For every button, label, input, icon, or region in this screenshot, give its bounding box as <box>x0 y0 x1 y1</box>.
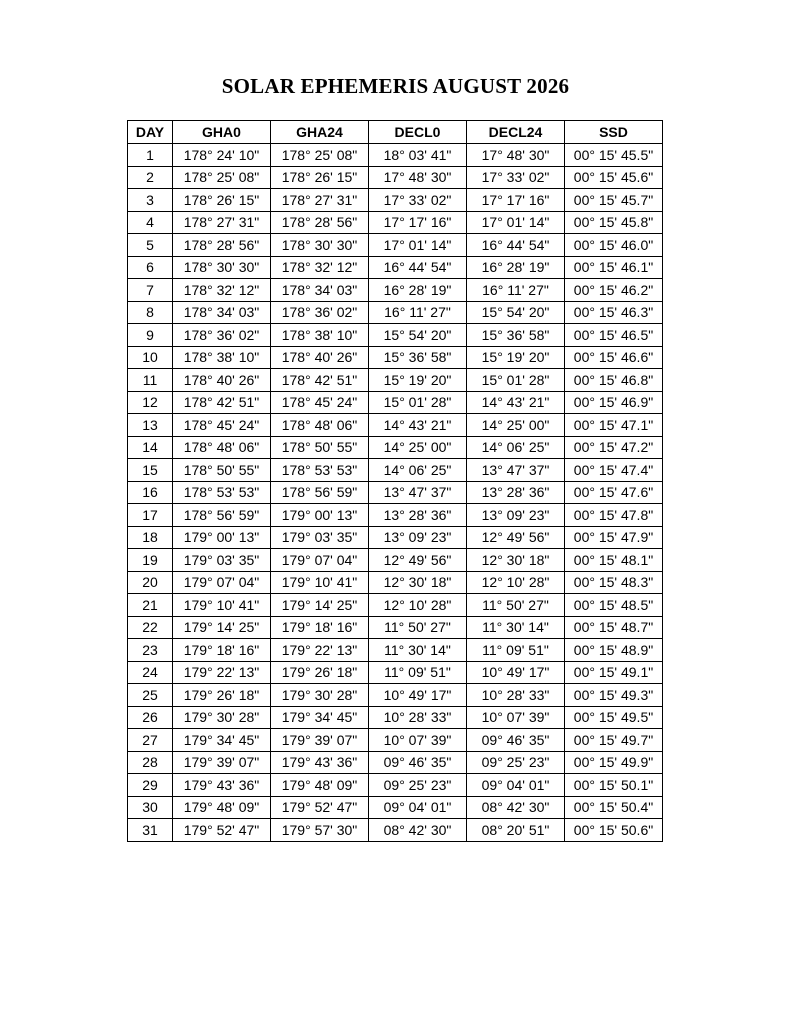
cell-ssd: 00° 15' 45.8" <box>565 211 663 234</box>
cell-day: 9 <box>128 324 173 347</box>
cell-day: 16 <box>128 481 173 504</box>
cell-decl0: 14° 43' 21" <box>369 414 467 437</box>
cell-ssd: 00° 15' 47.6" <box>565 481 663 504</box>
column-header-gha0: GHA0 <box>173 121 271 144</box>
cell-decl24: 09° 46' 35" <box>467 729 565 752</box>
cell-decl0: 16° 28' 19" <box>369 279 467 302</box>
cell-decl24: 11° 09' 51" <box>467 639 565 662</box>
cell-gha24: 178° 27' 31" <box>271 189 369 212</box>
table-row <box>128 616 663 639</box>
cell-ssd: 00° 15' 48.5" <box>565 594 663 617</box>
cell-day: 27 <box>128 729 173 752</box>
table-row <box>128 346 663 369</box>
column-header-gha24: GHA24 <box>271 121 369 144</box>
cell-ssd: 00° 15' 49.3" <box>565 684 663 707</box>
cell-decl24: 10° 49' 17" <box>467 661 565 684</box>
cell-ssd: 00° 15' 46.2" <box>565 279 663 302</box>
cell-decl0: 18° 03' 41" <box>369 144 467 167</box>
cell-ssd: 00° 15' 50.1" <box>565 774 663 797</box>
cell-ssd: 00° 15' 46.9" <box>565 391 663 414</box>
cell-gha24: 178° 50' 55" <box>271 436 369 459</box>
cell-gha24: 178° 25' 08" <box>271 144 369 167</box>
cell-decl0: 17° 01' 14" <box>369 234 467 257</box>
cell-decl24: 11° 50' 27" <box>467 594 565 617</box>
cell-ssd: 00° 15' 46.5" <box>565 324 663 347</box>
cell-decl0: 14° 25' 00" <box>369 436 467 459</box>
cell-decl0: 11° 09' 51" <box>369 661 467 684</box>
column-header-day: DAY <box>128 121 173 144</box>
cell-decl0: 11° 50' 27" <box>369 616 467 639</box>
cell-day: 18 <box>128 526 173 549</box>
cell-decl0: 09° 04' 01" <box>369 796 467 819</box>
table-row <box>128 594 663 617</box>
table-row <box>128 774 663 797</box>
cell-gha0: 178° 50' 55" <box>173 459 271 482</box>
cell-decl24: 08° 20' 51" <box>467 819 565 842</box>
cell-decl24: 10° 28' 33" <box>467 684 565 707</box>
cell-decl24: 17° 48' 30" <box>467 144 565 167</box>
cell-ssd: 00° 15' 47.9" <box>565 526 663 549</box>
table-row <box>128 391 663 414</box>
cell-decl24: 14° 06' 25" <box>467 436 565 459</box>
cell-day: 15 <box>128 459 173 482</box>
cell-decl0: 09° 25' 23" <box>369 774 467 797</box>
cell-gha0: 179° 26' 18" <box>173 684 271 707</box>
cell-decl0: 13° 28' 36" <box>369 504 467 527</box>
table-row <box>128 459 663 482</box>
cell-gha0: 179° 00' 13" <box>173 526 271 549</box>
cell-ssd: 00° 15' 49.5" <box>565 706 663 729</box>
cell-ssd: 00° 15' 46.3" <box>565 301 663 324</box>
cell-gha24: 179° 26' 18" <box>271 661 369 684</box>
cell-decl24: 16° 28' 19" <box>467 256 565 279</box>
cell-gha0: 178° 56' 59" <box>173 504 271 527</box>
cell-day: 24 <box>128 661 173 684</box>
cell-decl24: 15° 36' 58" <box>467 324 565 347</box>
cell-decl0: 11° 30' 14" <box>369 639 467 662</box>
cell-gha24: 178° 56' 59" <box>271 481 369 504</box>
cell-day: 13 <box>128 414 173 437</box>
cell-decl24: 13° 28' 36" <box>467 481 565 504</box>
table-row <box>128 639 663 662</box>
cell-ssd: 00° 15' 46.0" <box>565 234 663 257</box>
cell-decl24: 12° 30' 18" <box>467 549 565 572</box>
cell-decl24: 10° 07' 39" <box>467 706 565 729</box>
cell-gha24: 178° 34' 03" <box>271 279 369 302</box>
cell-day: 29 <box>128 774 173 797</box>
cell-day: 5 <box>128 234 173 257</box>
table-row <box>128 661 663 684</box>
cell-day: 25 <box>128 684 173 707</box>
cell-decl0: 13° 47' 37" <box>369 481 467 504</box>
cell-day: 12 <box>128 391 173 414</box>
cell-day: 7 <box>128 279 173 302</box>
cell-gha24: 178° 48' 06" <box>271 414 369 437</box>
cell-gha24: 179° 00' 13" <box>271 504 369 527</box>
table-row <box>128 324 663 347</box>
cell-gha0: 179° 52' 47" <box>173 819 271 842</box>
cell-gha24: 179° 18' 16" <box>271 616 369 639</box>
cell-day: 19 <box>128 549 173 572</box>
cell-ssd: 00° 15' 50.6" <box>565 819 663 842</box>
cell-gha0: 179° 39' 07" <box>173 751 271 774</box>
cell-day: 31 <box>128 819 173 842</box>
cell-decl0: 09° 46' 35" <box>369 751 467 774</box>
cell-decl0: 10° 07' 39" <box>369 729 467 752</box>
cell-ssd: 00° 15' 49.1" <box>565 661 663 684</box>
table-row <box>128 819 663 842</box>
cell-gha24: 179° 14' 25" <box>271 594 369 617</box>
cell-gha24: 178° 42' 51" <box>271 369 369 392</box>
cell-decl0: 14° 06' 25" <box>369 459 467 482</box>
cell-day: 11 <box>128 369 173 392</box>
cell-gha24: 178° 28' 56" <box>271 211 369 234</box>
cell-gha24: 178° 36' 02" <box>271 301 369 324</box>
cell-day: 30 <box>128 796 173 819</box>
cell-decl0: 17° 17' 16" <box>369 211 467 234</box>
table-row <box>128 526 663 549</box>
table-row <box>128 436 663 459</box>
cell-gha24: 179° 10' 41" <box>271 571 369 594</box>
table-row <box>128 481 663 504</box>
cell-day: 8 <box>128 301 173 324</box>
cell-day: 28 <box>128 751 173 774</box>
cell-ssd: 00° 15' 47.4" <box>565 459 663 482</box>
table-row <box>128 301 663 324</box>
cell-gha24: 178° 40' 26" <box>271 346 369 369</box>
cell-ssd: 00° 15' 50.4" <box>565 796 663 819</box>
cell-decl24: 12° 49' 56" <box>467 526 565 549</box>
cell-decl0: 16° 11' 27" <box>369 301 467 324</box>
cell-day: 14 <box>128 436 173 459</box>
cell-day: 6 <box>128 256 173 279</box>
cell-gha0: 178° 26' 15" <box>173 189 271 212</box>
cell-gha24: 179° 57' 30" <box>271 819 369 842</box>
cell-gha0: 179° 14' 25" <box>173 616 271 639</box>
cell-ssd: 00° 15' 46.1" <box>565 256 663 279</box>
cell-day: 10 <box>128 346 173 369</box>
page-title: SOLAR EPHEMERIS AUGUST 2026 <box>221 74 570 98</box>
cell-gha0: 178° 28' 56" <box>173 234 271 257</box>
cell-decl0: 13° 09' 23" <box>369 526 467 549</box>
cell-gha24: 178° 53' 53" <box>271 459 369 482</box>
cell-ssd: 00° 15' 45.7" <box>565 189 663 212</box>
cell-gha0: 178° 27' 31" <box>173 211 271 234</box>
cell-ssd: 00° 15' 46.6" <box>565 346 663 369</box>
cell-gha0: 179° 34' 45" <box>173 729 271 752</box>
cell-gha0: 178° 36' 02" <box>173 324 271 347</box>
table-row <box>128 144 663 167</box>
cell-gha24: 179° 22' 13" <box>271 639 369 662</box>
cell-decl24: 17° 01' 14" <box>467 211 565 234</box>
table-row <box>128 706 663 729</box>
table-row <box>128 211 663 234</box>
cell-gha0: 178° 40' 26" <box>173 369 271 392</box>
ephemeris-table <box>127 120 663 842</box>
cell-gha24: 178° 26' 15" <box>271 166 369 189</box>
cell-gha0: 178° 30' 30" <box>173 256 271 279</box>
cell-decl24: 14° 25' 00" <box>467 414 565 437</box>
cell-ssd: 00° 15' 47.8" <box>565 504 663 527</box>
cell-decl0: 10° 49' 17" <box>369 684 467 707</box>
cell-gha24: 179° 52' 47" <box>271 796 369 819</box>
cell-gha24: 178° 38' 10" <box>271 324 369 347</box>
table-row <box>128 729 663 752</box>
cell-ssd: 00° 15' 48.1" <box>565 549 663 572</box>
cell-decl0: 12° 49' 56" <box>369 549 467 572</box>
cell-gha0: 179° 03' 35" <box>173 549 271 572</box>
cell-day: 26 <box>128 706 173 729</box>
cell-ssd: 00° 15' 48.9" <box>565 639 663 662</box>
cell-decl0: 17° 33' 02" <box>369 189 467 212</box>
cell-day: 2 <box>128 166 173 189</box>
column-header-ssd: SSD <box>565 121 663 144</box>
cell-gha0: 178° 53' 53" <box>173 481 271 504</box>
cell-decl24: 16° 44' 54" <box>467 234 565 257</box>
cell-decl24: 16° 11' 27" <box>467 279 565 302</box>
table-header-row <box>128 121 663 144</box>
cell-decl0: 10° 28' 33" <box>369 706 467 729</box>
cell-gha24: 179° 07' 04" <box>271 549 369 572</box>
table-row <box>128 571 663 594</box>
cell-decl24: 12° 10' 28" <box>467 571 565 594</box>
table-row <box>128 166 663 189</box>
cell-day: 20 <box>128 571 173 594</box>
cell-decl24: 15° 01' 28" <box>467 369 565 392</box>
cell-gha24: 179° 34' 45" <box>271 706 369 729</box>
cell-gha0: 178° 32' 12" <box>173 279 271 302</box>
cell-gha0: 178° 48' 06" <box>173 436 271 459</box>
cell-gha24: 178° 30' 30" <box>271 234 369 257</box>
cell-gha24: 179° 03' 35" <box>271 526 369 549</box>
cell-gha24: 179° 48' 09" <box>271 774 369 797</box>
cell-gha0: 178° 34' 03" <box>173 301 271 324</box>
cell-decl24: 15° 54' 20" <box>467 301 565 324</box>
table-body <box>128 144 663 842</box>
cell-ssd: 00° 15' 47.1" <box>565 414 663 437</box>
cell-gha24: 178° 32' 12" <box>271 256 369 279</box>
cell-day: 23 <box>128 639 173 662</box>
column-header-decl0: DECL0 <box>369 121 467 144</box>
table-row <box>128 684 663 707</box>
table-row <box>128 256 663 279</box>
cell-gha0: 179° 22' 13" <box>173 661 271 684</box>
cell-decl0: 15° 54' 20" <box>369 324 467 347</box>
cell-ssd: 00° 15' 49.7" <box>565 729 663 752</box>
cell-gha0: 178° 45' 24" <box>173 414 271 437</box>
table-row <box>128 189 663 212</box>
cell-gha0: 179° 48' 09" <box>173 796 271 819</box>
cell-decl0: 17° 48' 30" <box>369 166 467 189</box>
cell-decl24: 09° 04' 01" <box>467 774 565 797</box>
table-row <box>128 751 663 774</box>
cell-gha0: 179° 30' 28" <box>173 706 271 729</box>
cell-decl0: 12° 30' 18" <box>369 571 467 594</box>
table-row <box>128 279 663 302</box>
cell-decl24: 13° 47' 37" <box>467 459 565 482</box>
cell-ssd: 00° 15' 45.6" <box>565 166 663 189</box>
cell-decl24: 09° 25' 23" <box>467 751 565 774</box>
cell-decl0: 12° 10' 28" <box>369 594 467 617</box>
cell-decl24: 15° 19' 20" <box>467 346 565 369</box>
cell-gha0: 178° 38' 10" <box>173 346 271 369</box>
table-row <box>128 549 663 572</box>
column-header-decl24: DECL24 <box>467 121 565 144</box>
cell-decl24: 08° 42' 30" <box>467 796 565 819</box>
cell-decl0: 15° 36' 58" <box>369 346 467 369</box>
cell-ssd: 00° 15' 48.3" <box>565 571 663 594</box>
cell-gha24: 179° 30' 28" <box>271 684 369 707</box>
cell-decl24: 17° 17' 16" <box>467 189 565 212</box>
table-row <box>128 369 663 392</box>
cell-decl0: 16° 44' 54" <box>369 256 467 279</box>
cell-decl0: 15° 19' 20" <box>369 369 467 392</box>
cell-decl0: 15° 01' 28" <box>369 391 467 414</box>
cell-gha0: 179° 43' 36" <box>173 774 271 797</box>
cell-gha0: 178° 42' 51" <box>173 391 271 414</box>
cell-ssd: 00° 15' 47.2" <box>565 436 663 459</box>
cell-day: 21 <box>128 594 173 617</box>
cell-ssd: 00° 15' 48.7" <box>565 616 663 639</box>
cell-decl0: 08° 42' 30" <box>369 819 467 842</box>
cell-day: 4 <box>128 211 173 234</box>
cell-gha24: 179° 43' 36" <box>271 751 369 774</box>
cell-gha0: 179° 18' 16" <box>173 639 271 662</box>
cell-gha0: 179° 07' 04" <box>173 571 271 594</box>
cell-ssd: 00° 15' 49.9" <box>565 751 663 774</box>
table-row <box>128 414 663 437</box>
cell-day: 1 <box>128 144 173 167</box>
cell-ssd: 00° 15' 45.5" <box>565 144 663 167</box>
cell-decl24: 17° 33' 02" <box>467 166 565 189</box>
cell-gha0: 179° 10' 41" <box>173 594 271 617</box>
table-row <box>128 234 663 257</box>
cell-day: 3 <box>128 189 173 212</box>
cell-gha24: 178° 45' 24" <box>271 391 369 414</box>
cell-gha0: 178° 24' 10" <box>173 144 271 167</box>
cell-day: 22 <box>128 616 173 639</box>
cell-decl24: 13° 09' 23" <box>467 504 565 527</box>
cell-gha0: 178° 25' 08" <box>173 166 271 189</box>
table-row <box>128 796 663 819</box>
cell-decl24: 11° 30' 14" <box>467 616 565 639</box>
cell-ssd: 00° 15' 46.8" <box>565 369 663 392</box>
cell-gha24: 179° 39' 07" <box>271 729 369 752</box>
cell-decl24: 14° 43' 21" <box>467 391 565 414</box>
table-row <box>128 504 663 527</box>
cell-day: 17 <box>128 504 173 527</box>
